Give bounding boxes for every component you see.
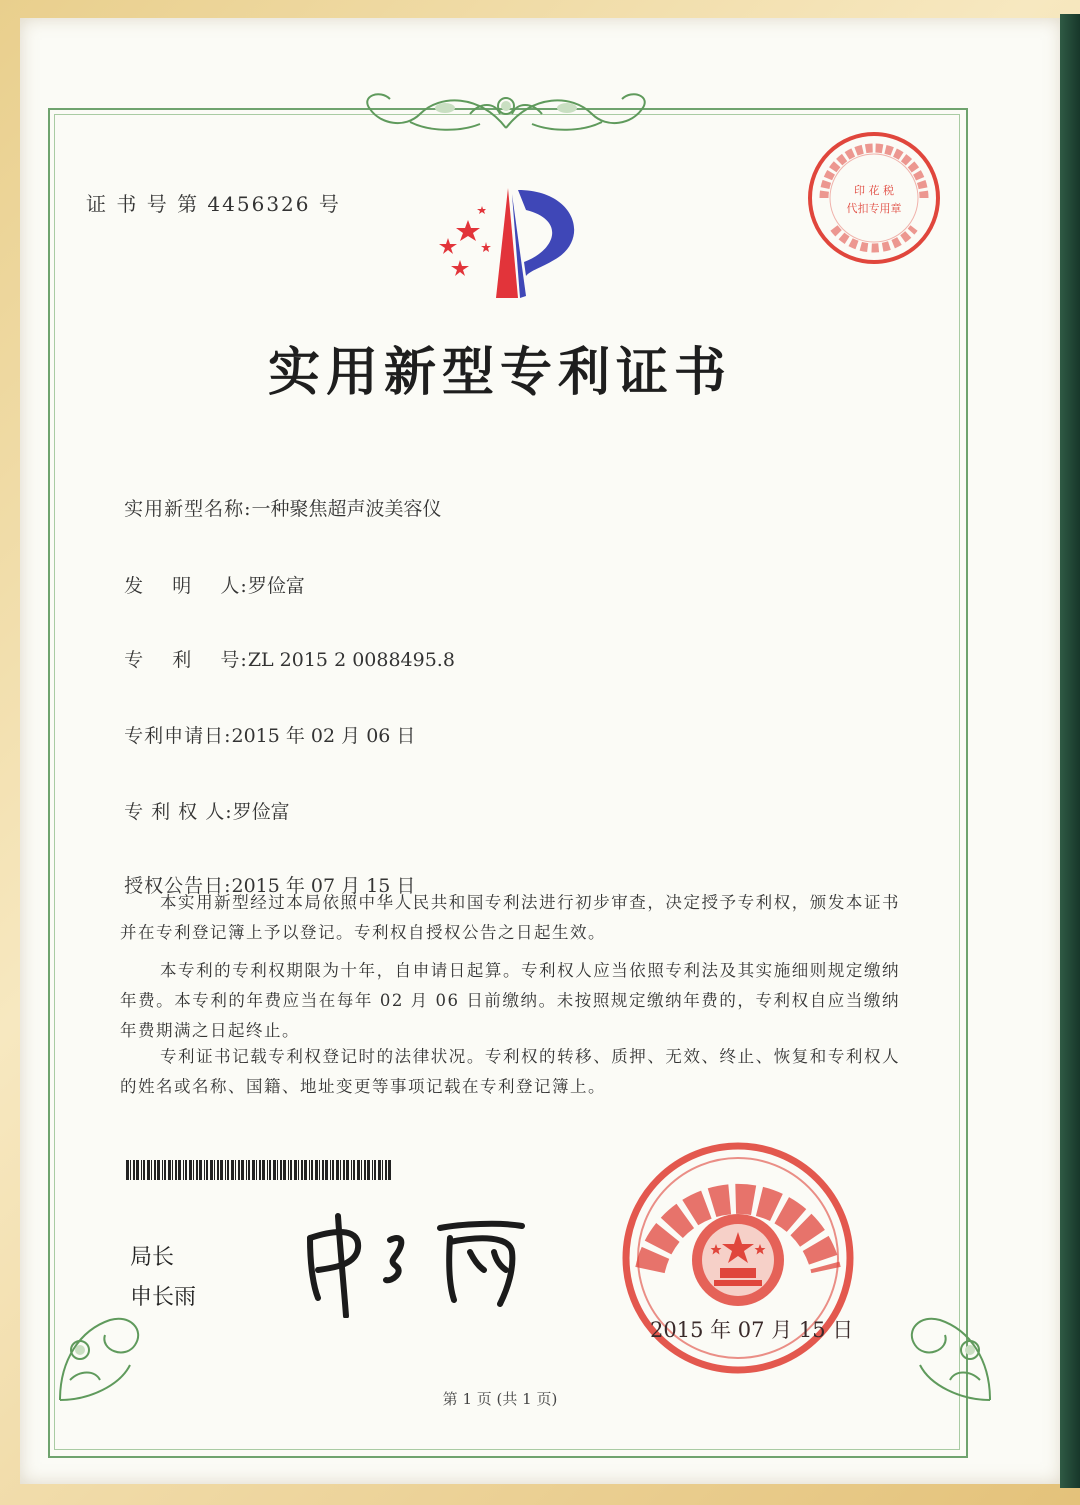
- body-paragraph: 本专利的专利权期限为十年，自申请日起算。专利权人应当依照专利法及其实施细则规定缴纳年费。本专利的年费应当在每年 02 月 06 日前缴纳。未按照规定缴纳年费的，专利权自应当缴纳年费期满之日起终止。: [120, 961, 900, 1040]
- field-filing-date: [112, 699, 415, 748]
- seal-date: 2015 年 07 月 15 日: [650, 1318, 854, 1342]
- field-label: 专利申请日:: [124, 725, 232, 747]
- director-signature: [300, 1208, 530, 1318]
- body-paragraph: 专利证书记载专利权登记时的法律状况。专利权的转移、质押、无效、终止、恢复和专利权人的姓名或名称、国籍、地址变更等事项记载在专利登记簿上。: [120, 1047, 900, 1096]
- field-label: 专 利 号:: [124, 649, 248, 671]
- top-ornament-icon: [350, 84, 662, 138]
- field-label: 发 明 人:: [124, 575, 248, 597]
- svg-text:代扣专用章: 代扣专用章: [846, 202, 902, 215]
- certificate-title: 实用新型专利证书: [267, 342, 732, 403]
- tax-stamp-seal-icon: [804, 128, 944, 268]
- body-paragraph: 本实用新型经过本局依照中华人民共和国专利法进行初步审查，决定授予专利权，颁发本证书并在专利登记簿上予以登记。专利权自授权公告之日起生效。: [120, 893, 900, 942]
- binding-edge: [1060, 14, 1080, 1488]
- field-value: 2015 年 02 月 06 日: [231, 725, 416, 747]
- field-value: 一种聚焦超声波美容仪: [251, 498, 442, 520]
- page-number: 第 1 页 (共 1 页): [442, 1390, 558, 1408]
- field-value: 2015 年 07 月 15 日: [231, 875, 416, 897]
- certificate-number: 证 书 号 第 4456326 号: [86, 192, 341, 216]
- field-patent-number: [112, 623, 455, 672]
- field-value: 罗俭富: [247, 575, 305, 597]
- field-value: 罗俭富: [232, 801, 290, 823]
- field-inventor: [112, 549, 305, 598]
- patent-office-logo-icon: [426, 180, 596, 304]
- field-value: ZL 2015 2 0088495.8: [247, 649, 455, 671]
- field-utility-model-name: [112, 472, 442, 521]
- field-label: 授权公告日:: [124, 875, 232, 897]
- barcode-icon: [126, 1160, 392, 1180]
- field-label: 实用新型名称:: [124, 498, 252, 520]
- svg-text:印 花 税: 印 花 税: [854, 184, 894, 197]
- officer-name: 申长雨: [130, 1285, 197, 1310]
- officer-title: 局长: [130, 1245, 175, 1270]
- field-patentee: [112, 775, 290, 824]
- field-label: 专 利 权 人:: [124, 801, 233, 823]
